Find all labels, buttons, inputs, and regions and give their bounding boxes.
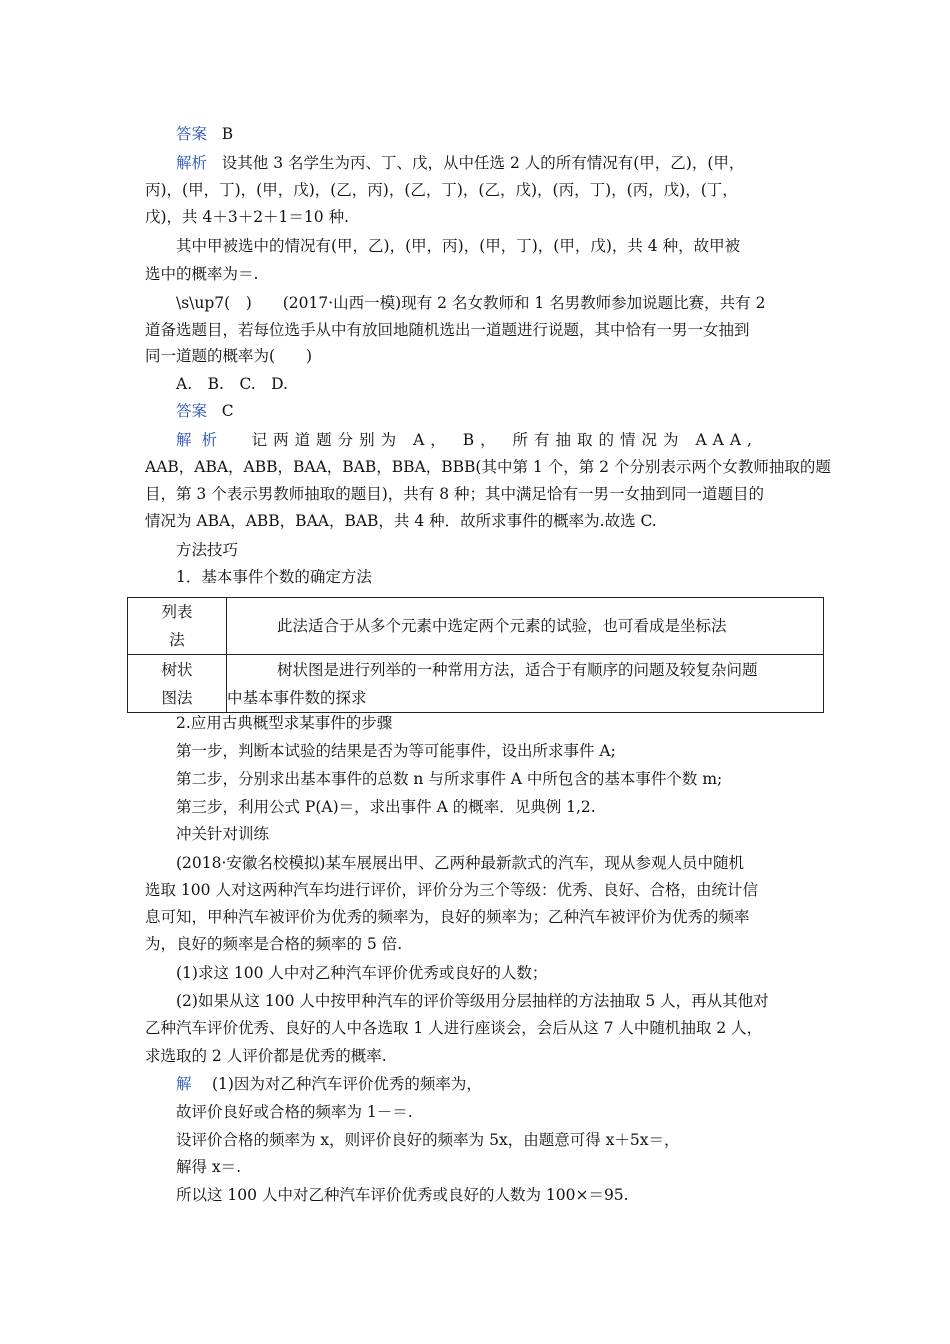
table-row <box>128 655 824 713</box>
training-line-2: 选取 100 人对这两种汽车均进行评价，评价分为三个等级：优秀、良好、合格，由统计信 <box>145 881 758 899</box>
analysis-2-line-3: 目，第 3 个表示男教师抽取的题目)，共有 8 种；其中满足恰有一男一女抽到同一道题目的 <box>145 485 764 503</box>
analysis-2-line-2: AAB，ABA，ABB，BAA，BAB，BBA，BBB(其中第 1 个，第 2 个分别表示两个女教师抽取的题 <box>145 458 831 476</box>
analysis-1-line-3: 戊)，共 4＋3＋2＋1＝10 种. <box>145 208 349 226</box>
answer-label: 答案 <box>176 125 208 143</box>
analysis-2-line-1 <box>176 430 758 450</box>
training-question-1: (1)求这 100 人中对乙种汽车评价优秀或良好的人数； <box>176 964 548 982</box>
steps-heading: 2.应用古典概型求某事件的步骤 <box>176 714 393 732</box>
methods-table <box>127 597 824 713</box>
question-2-line-1: \s\up7( ) (2017·山西一模)现有 2 名女教师和 1 名男教师参加说题比赛，共有 2 <box>176 294 766 312</box>
answer-1 <box>176 124 233 144</box>
methods-heading: 方法技巧 <box>176 541 239 559</box>
analysis-label: 解析 <box>176 154 208 172</box>
analysis-text: 记两道题分别为 A， B， 所有抽取的情况为 AAA, <box>251 431 758 449</box>
solution-line-1 <box>176 1074 482 1094</box>
training-line-1: (2018·安徽名校模拟)某车展展出甲、乙两种最新款式的汽车，现从参观人员中随机 <box>176 854 744 872</box>
analysis-2-line-4: 情况为 ABA，ABB，BAA，BAB，共 4 种．故所求事件的概率为.故选 C. <box>145 512 657 530</box>
question-2-options: A. B. C. D. <box>176 375 288 393</box>
training-question-2-line-3: 求选取的 2 人评价都是优秀的概率. <box>145 1047 387 1065</box>
method-name: 图法 <box>161 688 193 707</box>
method-name: 法 <box>169 631 185 649</box>
method-name-cell <box>128 598 227 655</box>
method-desc: 树状图是进行列举的一种常用方法，适合于有顺序的问题及较复杂问题 <box>277 660 758 679</box>
training-heading: 冲关针对训练 <box>176 825 270 843</box>
solution-line-2: 故评价良好或合格的频率为 1－＝. <box>176 1103 413 1121</box>
method-name: 列表 <box>161 603 193 621</box>
training-question-2-line-2: 乙种汽车评价优秀、良好的人中各选取 1 人进行座谈会，会后从这 7 人中随机抽取 2 人， <box>145 1019 763 1037</box>
analysis-1-line-1 <box>176 153 744 173</box>
question-2-line-2: 道备选题目，若每位选手从中有放回地随机选出一道题进行说题，其中恰有一男一女抽到 <box>145 321 750 339</box>
analysis-text: 设其他 3 名学生为丙、丁、戊，从中任选 2 人的所有情况有(甲，乙)，(甲， <box>221 154 745 172</box>
methods-subheading: 1．基本事件个数的确定方法 <box>176 568 372 586</box>
training-line-4: 为，良好的频率是合格的频率的 5 倍. <box>145 935 403 953</box>
solution-line-3: 设评价合格的频率为 x，则评价良好的频率为 5x，由题意可得 x＋5x＝， <box>176 1131 680 1149</box>
method-desc-cell <box>227 598 824 655</box>
solution-line-5: 所以这 100 人中对乙种汽车评价优秀或良好的人数为 100×＝95. <box>176 1186 629 1204</box>
method-name-cell <box>128 655 227 713</box>
training-question-2-line-1: (2)如果从这 100 人中按甲种汽车的评价等级用分层抽样的方法抽取 5 人，再从其他对 <box>176 992 769 1010</box>
analysis-1-line-2: 丙)，(甲，丁)，(甲，戊)，(乙，丙)，(乙，丁)，(乙，戊)，(丙，丁)，(丙，戊)，(丁， <box>145 181 738 199</box>
analysis-label: 解析 <box>176 431 228 449</box>
step-1: 第一步，判断本试验的结果是否为等可能事件，设出所求事件 A; <box>176 742 616 760</box>
answer-value: C <box>221 402 234 420</box>
method-desc-cell <box>227 655 824 713</box>
analysis-1-line-5: 选中的概率为＝. <box>145 265 259 283</box>
answer-label: 答案 <box>176 402 208 420</box>
solution-label: 解 <box>176 1075 192 1093</box>
table-row <box>128 598 824 655</box>
method-name: 树状 <box>161 660 193 679</box>
step-2: 第二步，分别求出基本事件的总数 n 与所求事件 A 中所包含的基本事件个数 m; <box>176 770 723 788</box>
method-desc: 此法适合于从多个元素中选定两个元素的试验，也可看成是坐标法 <box>277 617 727 635</box>
analysis-1-line-4: 其中甲被选中的情况有(甲，乙)，(甲，丙)，(甲，丁)，(甲，戊)，共 4 种，故甲被 <box>176 237 741 255</box>
question-2-line-3: 同一道题的概率为( ) <box>145 347 313 365</box>
solution-line-4: 解得 x＝. <box>176 1158 242 1176</box>
answer-2 <box>176 401 234 421</box>
solution-text: (1)因为对乙种汽车评价优秀的频率为， <box>196 1075 482 1093</box>
method-desc: 中基本事件数的探求 <box>227 688 367 707</box>
answer-value: B <box>221 125 234 143</box>
training-line-3: 息可知，甲种汽车被评价为优秀的频率为，良好的频率为；乙种汽车被评价为优秀的频率 <box>145 908 750 926</box>
step-3: 第三步，利用公式 P(A)＝，求出事件 A 的概率．见典例 1,2. <box>176 798 596 816</box>
